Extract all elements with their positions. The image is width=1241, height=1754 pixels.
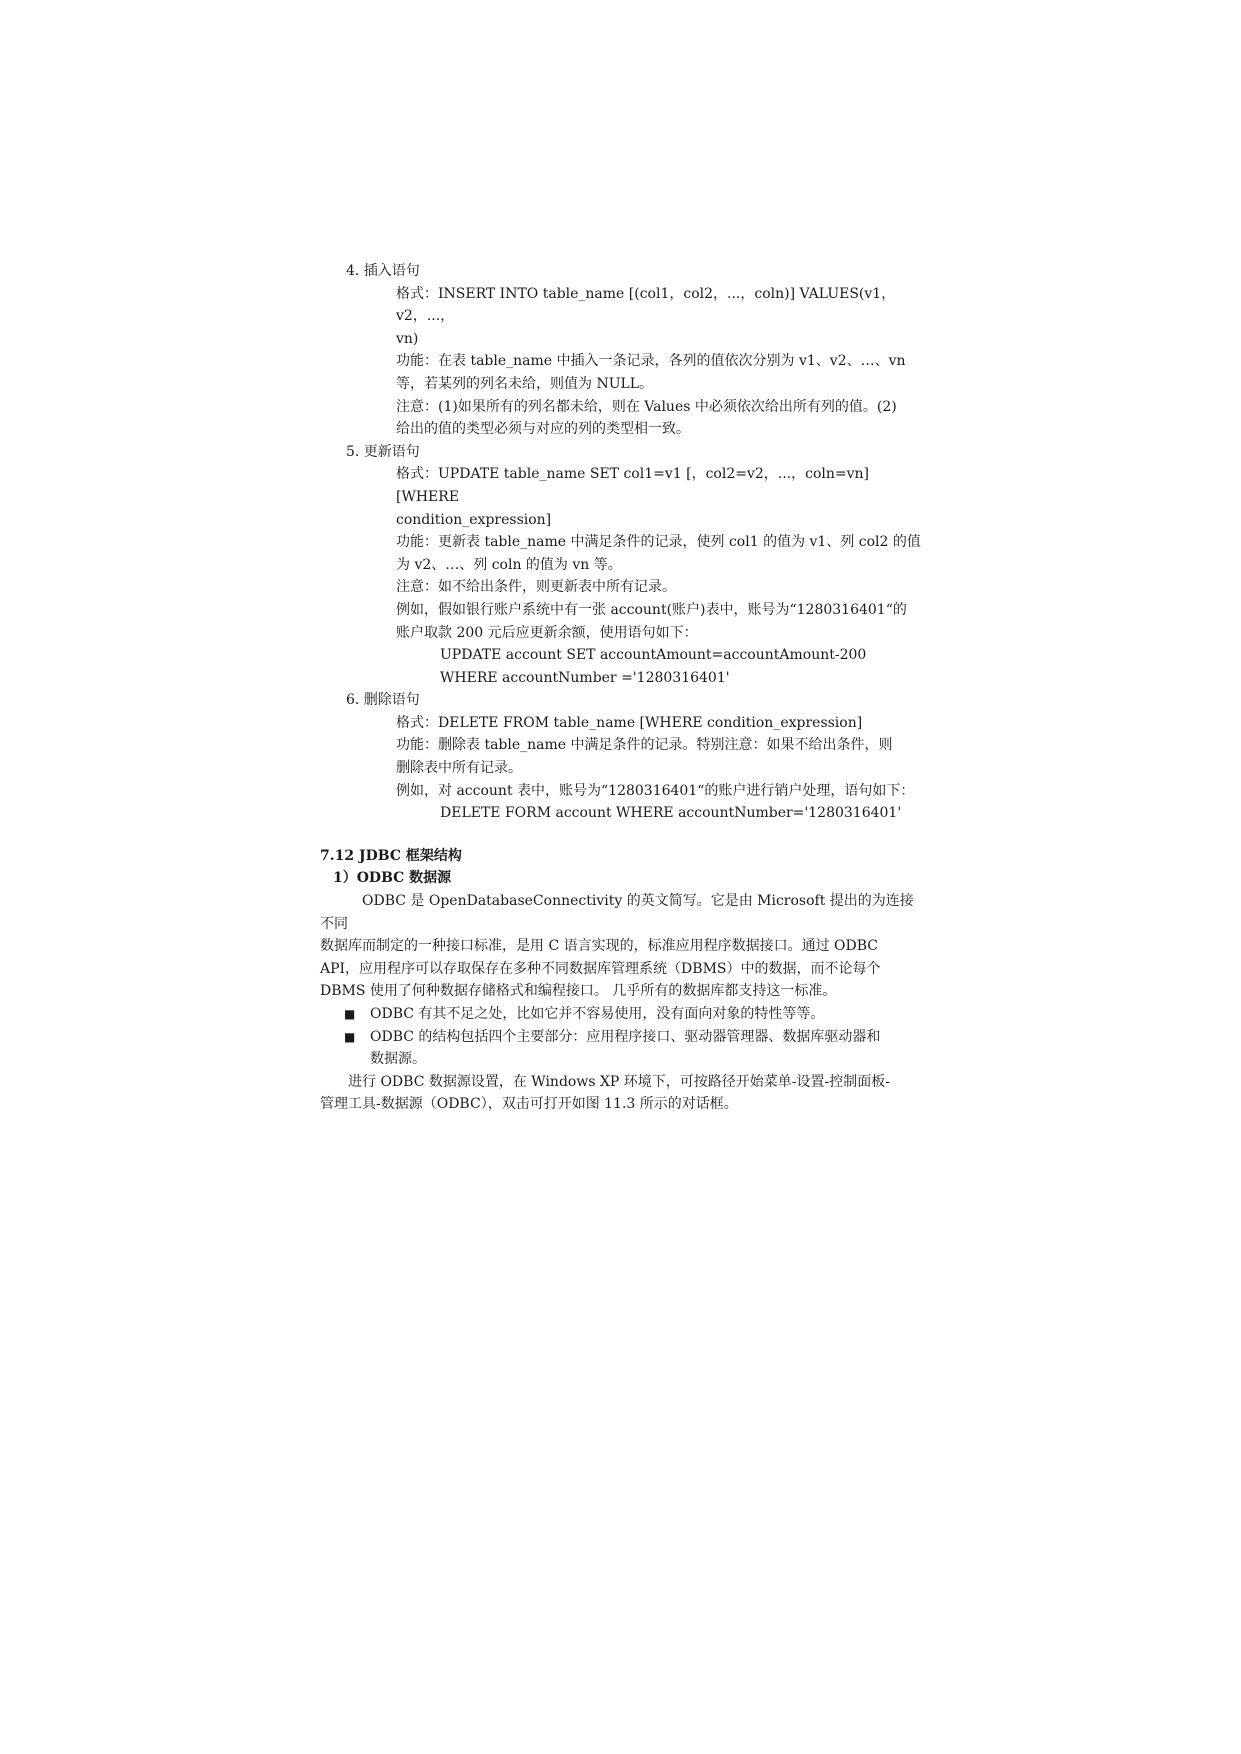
update-note: 注意：如不给出条件，则更新表中所有记录。 bbox=[396, 579, 676, 596]
odbc-para2-line2: 管理工具-数据源（ODBC），双击可打开如图 11.3 所示的对话框。 bbox=[320, 1096, 738, 1113]
section-title-jdbc: 7.12 JDBC 框架结构 bbox=[320, 847, 462, 864]
subsection-title-odbc: 1）ODBC 数据源 bbox=[333, 870, 452, 887]
delete-title: 6. 删除语句 bbox=[346, 692, 420, 709]
delete-code: DELETE FORM account WHERE accountNumber='1280316401' bbox=[440, 805, 902, 822]
insert-title: 4. 插入语句 bbox=[346, 263, 420, 279]
bullet-item-1 bbox=[344, 1003, 925, 1026]
odbc-para2-line1: 进行 ODBC 数据源设置，在 Windows XP 环境下，可按路径开始菜单-设置-控制面板- bbox=[348, 1073, 890, 1090]
square-bullet-icon: ■ bbox=[344, 1029, 356, 1044]
odbc-para1-line2: 数据库而制定的一种接口标准，是用 C 语言实现的，标准应用程序数据接口。通过 ODBC bbox=[320, 938, 879, 955]
document-page bbox=[320, 260, 925, 1116]
insert-note-line1: 注意：(1)如果所有的列名都未给，则在 Values 中必须依次给出所有列的值。(2) bbox=[396, 398, 897, 415]
update-code-line2: WHERE accountNumber ='1280316401' bbox=[440, 669, 730, 686]
square-bullet-icon: ■ bbox=[344, 1007, 356, 1021]
delete-function-line1: 功能：删除表 table_name 中满足条件的记录。特别注意：如果不给出条件，则 bbox=[396, 737, 893, 754]
update-example-line2: 账户取款 200 元后应更新余额，使用语句如下： bbox=[396, 624, 698, 641]
bullet-text-1: ODBC 有其不足之处，比如它并不容易使用，没有面向对象的特性等等。 bbox=[370, 1006, 825, 1022]
insert-format-line1: 格式：INSERT INTO table_name [(col1，col2，...，coln)] VALUES(v1，v2，...， bbox=[396, 285, 896, 325]
update-function-line2: 为 v2、…、列 coln 的值为 vn 等。 bbox=[396, 556, 622, 573]
insert-format-line2: vn) bbox=[396, 330, 419, 347]
delete-format: 格式：DELETE FROM table_name [WHERE condition_expression] bbox=[396, 714, 863, 731]
odbc-para1-line3: API，应用程序可以存取保存在多种不同数据库管理系统（DBMS）中的数据，而不论每个 bbox=[320, 960, 881, 977]
update-format-line1: 格式：UPDATE table_name SET col1=v1 [，col2=v2，...，coln=vn][WHERE bbox=[396, 466, 870, 505]
insert-function-line2: 等，若某列的列名未给，则值为 NULL。 bbox=[396, 375, 654, 392]
odbc-para1-line1: ODBC 是 OpenDatabaseConnectivity 的英文简写。它是由 Microsoft 提出的为连接不同 bbox=[320, 893, 914, 932]
delete-example: 例如，对 account 表中，账号为“1280316401“的账户进行销户处理，语句如下： bbox=[396, 782, 915, 799]
update-example-line1: 例如，假如银行账户系统中有一张 account(账户)表中，账号为“1280316401“的 bbox=[396, 601, 907, 618]
bullet-text-2-line2: 数据源。 bbox=[370, 1051, 426, 1068]
insert-function-line1: 功能：在表 table_name 中插入一条记录，各列的值依次分别为 v1、v2、…、vn bbox=[396, 353, 906, 370]
delete-function-line2: 删除表中所有记录。 bbox=[396, 760, 522, 777]
bullet-item-2 bbox=[344, 1026, 925, 1071]
update-code-line1: UPDATE account SET accountAmount=accountAmount-200 bbox=[440, 647, 867, 664]
update-title: 5. 更新语句 bbox=[346, 443, 420, 460]
update-function-line1: 功能：更新表 table_name 中满足条件的记录，使列 col1 的值为 v1、列 col2 的值 bbox=[396, 534, 921, 551]
update-format-line2: condition_expression] bbox=[396, 511, 552, 528]
insert-note-line2: 给出的值的类型必须与对应的列的类型相一致。 bbox=[396, 421, 690, 438]
bullet-text-2-line1: ODBC 的结构包括四个主要部分：应用程序接口、驱动器管理器、数据库驱动器和 bbox=[370, 1028, 881, 1045]
odbc-para1-line4: DBMS 使用了何种数据存储格式和编程接口。 几乎所有的数据库都支持这一标准。 bbox=[320, 983, 837, 1000]
